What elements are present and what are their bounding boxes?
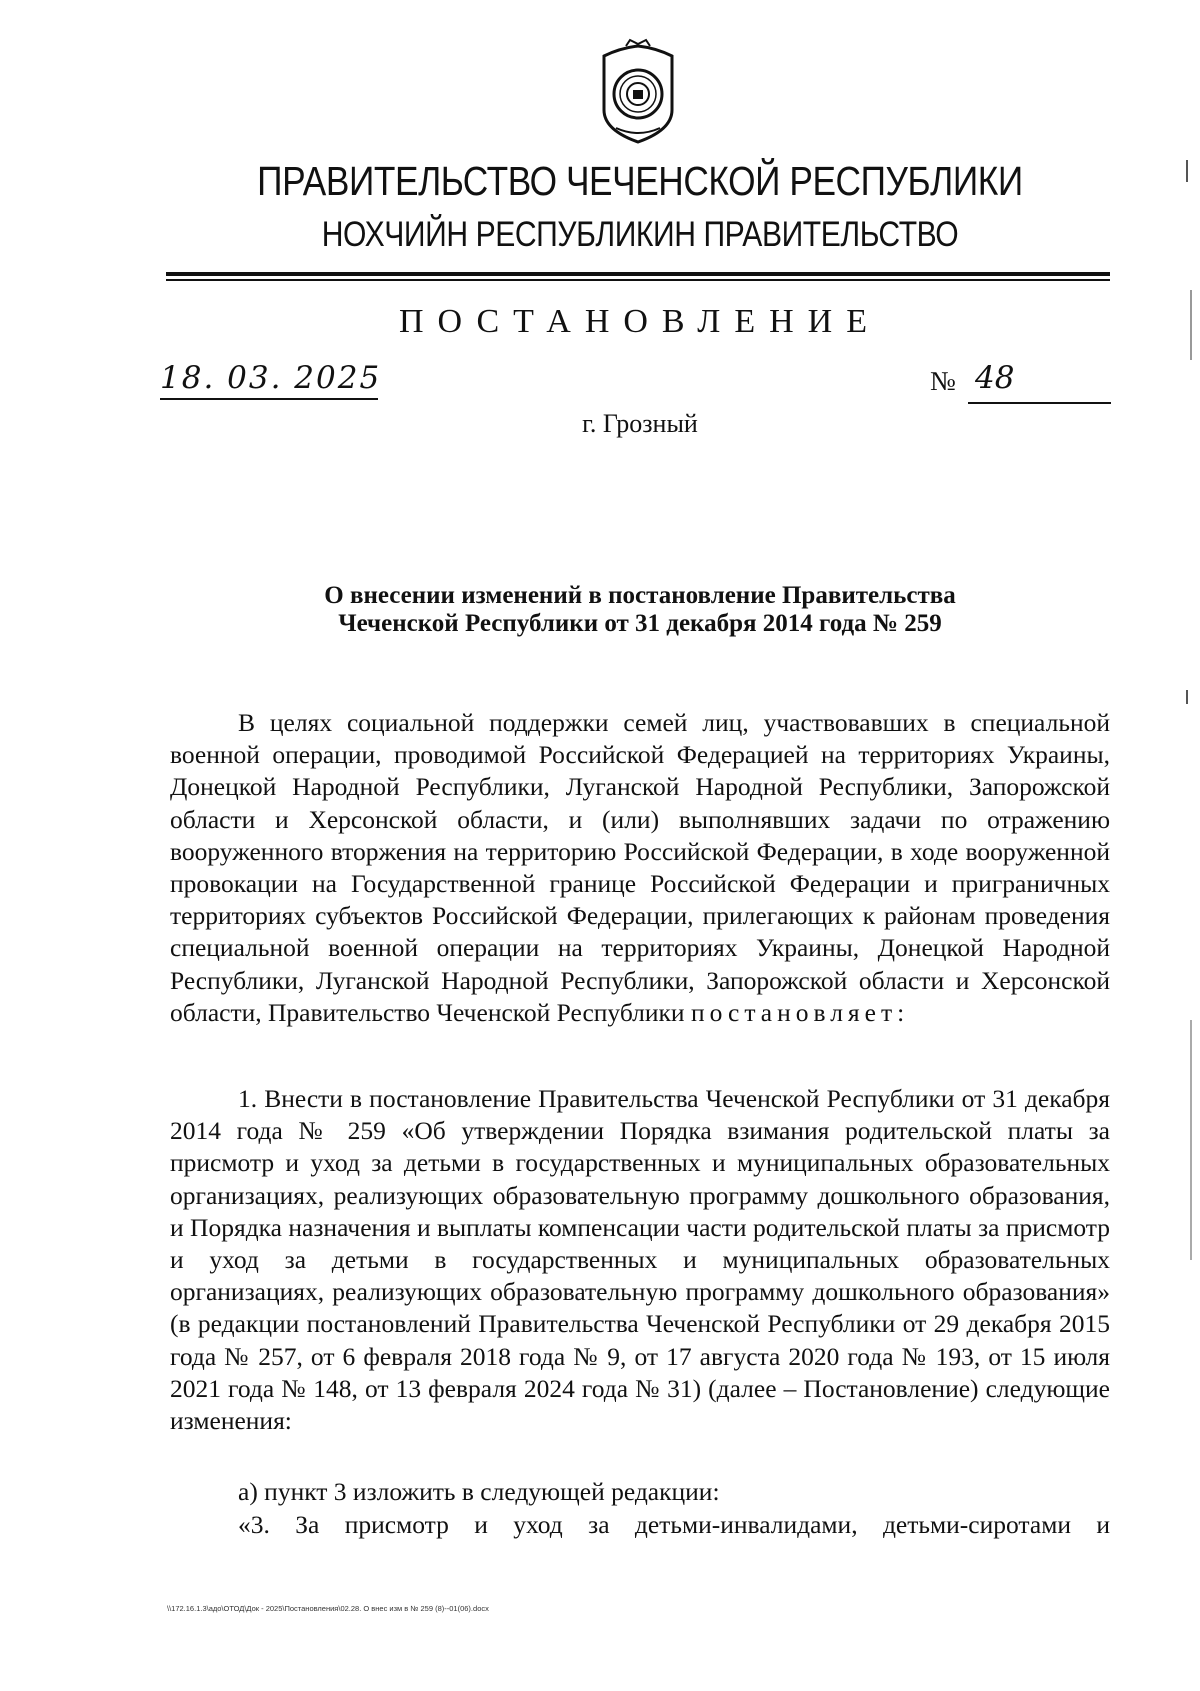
preamble-verb: постановляет: bbox=[690, 997, 910, 1027]
number-label: № bbox=[930, 366, 956, 396]
paragraph-preamble bbox=[170, 707, 1110, 1029]
document-type: ПОСТАНОВЛЕНИЕ bbox=[398, 303, 882, 340]
city: г. Грозный bbox=[582, 409, 698, 438]
footer-file-path: \\172.16.1.3\адо\ОТОД\Док - 2025\Постановления\02.28. О внес изм в № 259 (8)--01(06).docx bbox=[167, 1604, 489, 1613]
heading-line-2: Чеченской Республики от 31 декабря 2014 года № 259 bbox=[338, 610, 942, 637]
date-underline bbox=[160, 398, 378, 400]
subitem-a: а) пункт 3 изложить в следующей редакции: bbox=[238, 1477, 720, 1506]
scan-edge-mark bbox=[1186, 690, 1188, 704]
header-rule-thin bbox=[166, 279, 1110, 281]
document-date: 18. 03. 2025 bbox=[160, 360, 382, 396]
document-heading bbox=[170, 582, 1110, 638]
paragraph-item-1: 1. Внести в постановление Правительства Чеченской Республики от 31 декабря 2014 года № 259 «Об утверждении Порядка взимания родительской платы за присмотр и уход за детьми в государственных и муниципальных образовательных организациях, реализующих образовательную программу дошкольного образования, и Порядка назначения и выплаты компенсации части родительской платы за присмотр и уход за детьми в государственных и муниципальных образовательных организациях, реализующих образовательную программу дошкольного образования» (в редакции постановлений Правительства Чеченской Республики от 29 декабря 2015 года № 257, от 6 февраля 2018 года № 9, от 17 августа 2020 года № 193, от 15 июля 2021 года № 148, от 13 февраля 2024 года № 31) (далее – Постановление) следующие изменения: bbox=[170, 1084, 1110, 1436]
heading-line-1: О внесении изменений в постановление Правительства bbox=[324, 582, 956, 609]
coat-of-arms-icon bbox=[596, 38, 680, 146]
document-number: 48 bbox=[975, 360, 1015, 396]
government-title-ce: НОХЧИЙН РЕСПУБЛИКИН ПРАВИТЕЛЬСТВО bbox=[321, 215, 959, 254]
scan-edge-mark bbox=[1186, 160, 1188, 182]
subitem-a-text: «3. За присмотр и уход за детьми-инвалидами, детьми-сиротами и bbox=[238, 1510, 1110, 1539]
preamble-text: В целях социальной поддержки семей лиц, участвовавших в специальной военной операции, проводимой Российской Федерацией на территориях Украины, Донецкой Народной Республики, Луганской Народной Республики, Запорожской области и Херсонской области, и (или) выполнявших задачи по отражению вооруженного вторжения на территорию Российской Федерации, в ходе вооруженной провокации на Государственной границе Российской Федерации и приграничных территориях субъектов Российской Федерации, прилегающих к районам проведения специальной военной операции на территориях Украины, Донецкой Народной Республики, Луганской Народной Республики, Запорожской области и Херсонской области, Правительство Чеченской Республики bbox=[170, 708, 1110, 1027]
number-underline bbox=[968, 402, 1111, 404]
header-rule-thick bbox=[166, 272, 1110, 276]
scan-edge-mark bbox=[1190, 1020, 1192, 1260]
government-title-ru: ПРАВИТЕЛЬСТВО ЧЕЧЕНСКОЙ РЕСПУБЛИКИ bbox=[257, 158, 1023, 204]
scan-edge-mark bbox=[1190, 290, 1192, 360]
